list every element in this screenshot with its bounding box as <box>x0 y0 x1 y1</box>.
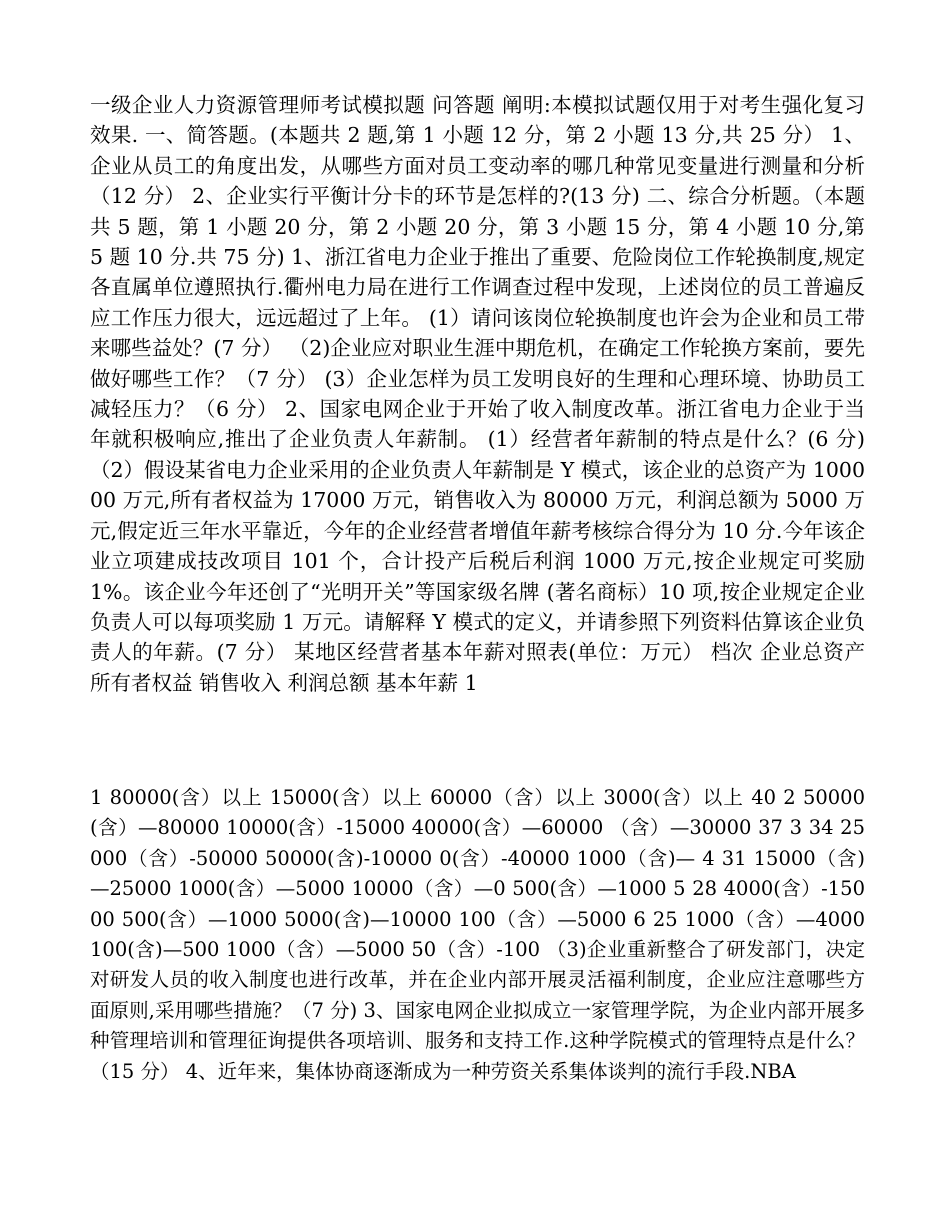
exam-text-paragraph-1: 一级企业人力资源管理师考试模拟题 问答题 阐明:本模拟试题仅用于对考生强化复习效果. 一、简答题。(本题共 2 题,第 1 小题 12 分，第 2 小题 13 分,共 25 分） 1、企业从员工的角度出发，从哪些方面对员工变动率的哪几种常见变量进行测量和分析 （12 分） 2、企业实行平衡计分卡的环节是怎样的?(13 分) 二、综合分析题。（本题共 5 题，第 1 小题 20 分，第 2 小题 20 分，第 3 小题 15 分，第 4 小题 10 分,第 5 题 10 分.共 75 分) 1、浙江省电力企业于推出了重要、危险岗位工作轮换制度,规定各直属单位遵照执行.衢州电力局在进行工作调查过程中发现，上述岗位的员工普遍反应工作压力很大，远远超过了上年。 (1）请问该岗位轮换制度也许会为企业和员工带来哪些益处？(7 分） （2)企业应对职业生涯中期危机，在确定工作轮换方案前，要先做好哪些工作？（7 分） (3）企业怎样为员工发明良好的生理和心理环境、协助员工减轻压力？（6 分） 2、国家电网企业于开始了收入制度改革。浙江省电力企业于当年就积极响应,推出了企业负责人年薪制。 (1）经营者年薪制的特点是什么？(6 分) （2）假设某省电力企业采用的企业负责人年薪制是 Y 模式，该企业的总资产为 100000 万元,所有者权益为 17000 万元，销售收入为 80000 万元，利润总额为 5000 万元,假定近三年水平靠近，今年的企业经营者增值年薪考核综合得分为 10 分.今年该企业立项建成技改项目 101 个，合计投产后税后利润 1000 万元,按企业规定可奖励 1%。该企业今年还创了“光明开关”等国家级名牌 (著名商标）10 项,按企业规定企业负责人可以每项奖励 1 万元。请解释 Y 模式的定义，并请参照下列资料估算该企业负责人的年薪。(7 分） 某地区经营者基本年薪对照表(单位：万元） 档次 企业总资产 所有者权益 销售收入 利润总额 基本年薪 1 <box>90 93 865 695</box>
exam-text-paragraph-2: 1 80000(含）以上 15000(含）以上 60000（含）以上 3000(含）以上 40 2 50000(含）—80000 10000(含）-15000 40000(含）—60000 （含）—30000 37 3 34 25000（含）-50000 50000(含)-10000 0(含）-40000 1000（含)— 4 31 15000（含)—25000 1000(含）—5000 10000（含）—0 500(含）—1000 5 28 4000(含）-15000 500(含）—1000 5000(含)—10000 100（含）—5000 6 25 1000（含）—4000 100(含)—500 1000（含）—5000 50（含）-100 （3)企业重新整合了研发部门，决定对研发人员的收入制度也进行改革，并在企业内部开展灵活福利制度，企业应注意哪些方面原则,采用哪些措施？（7 分) 3、国家电网企业拟成立一家管理学院，为企业内部开展多种管理培训和管理征询提供各项培训、服务和支持工作.这种学院模式的管理特点是什么？（15 分） 4、近年来，集体协商逐渐成为一种劳资关系集体谈判的流行手段.NBA <box>90 786 865 1083</box>
